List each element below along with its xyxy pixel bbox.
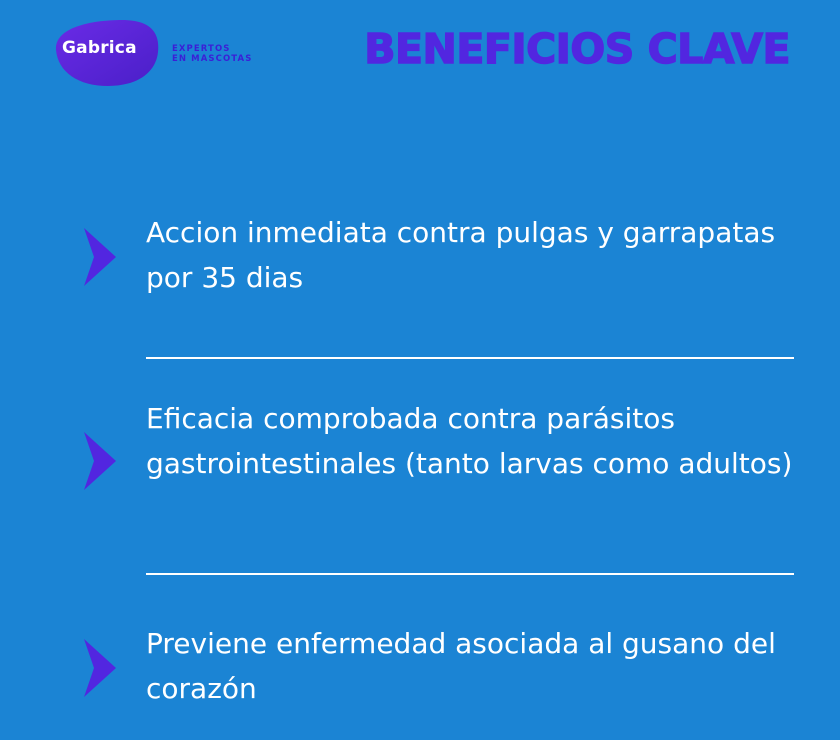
divider bbox=[146, 357, 794, 359]
chevron-right-icon bbox=[80, 226, 120, 288]
chevron-right-icon bbox=[80, 637, 120, 699]
chevron-right-icon bbox=[80, 430, 120, 492]
brand-tagline bbox=[172, 44, 252, 64]
logo-text: Gabrica bbox=[62, 38, 137, 58]
benefit-text: Accion inmediata contra pulgas y garrapatas por 35 dias bbox=[146, 216, 776, 294]
divider bbox=[146, 573, 794, 575]
tagline-line-2: EN MASCOTAS bbox=[172, 54, 253, 64]
benefit-text: Previene enfermedad asociada al gusano del corazón bbox=[146, 627, 776, 705]
benefit-text: Eficacia comprobada contra parásitos gastrointestinales (tanto larvas como adultos) bbox=[146, 402, 793, 480]
tagline-line-1: EXPERTOS bbox=[172, 44, 231, 54]
page-title: BENEFICIOS CLAVE bbox=[364, 25, 790, 73]
